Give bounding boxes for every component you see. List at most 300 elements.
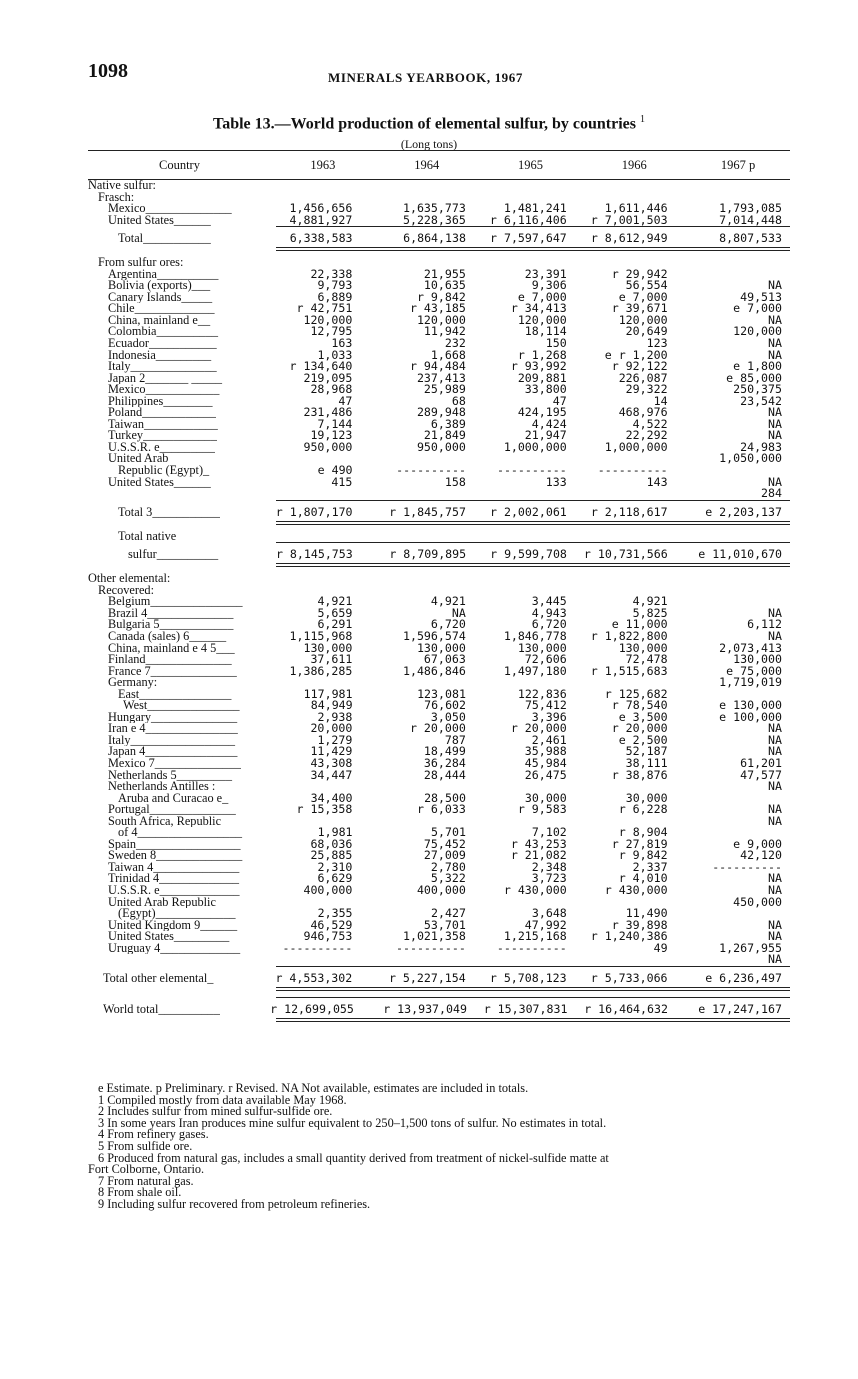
table-row xyxy=(88,663,790,678)
table-body xyxy=(88,180,790,1028)
cell-1964: 1,596,574 xyxy=(402,628,466,643)
cell-1964: r 1,845,757 xyxy=(389,504,466,519)
row-label: World total__________ xyxy=(103,1001,220,1016)
cell-1964: r 6,033 xyxy=(416,802,466,817)
row-label: Taiwan____________ xyxy=(108,418,218,431)
cell-1967-p: 24,983 xyxy=(740,439,782,454)
cell-1963 xyxy=(271,488,353,500)
cell-1966: r 1,822,800 xyxy=(590,628,668,643)
cell-1966: r 27,819 xyxy=(611,836,668,851)
cell-1964: r 5,227,154 xyxy=(388,970,466,985)
cell-1964: 123,081 xyxy=(417,686,466,701)
cell-1964 xyxy=(354,531,467,543)
cell-1964: 950,000 xyxy=(416,439,466,454)
column-header-1963: 1963 xyxy=(310,157,336,172)
cell-1965 xyxy=(467,488,568,500)
row-label: sulfur__________ xyxy=(128,547,219,562)
row-label: United States______ xyxy=(108,476,211,489)
cell-1963: 6,338,583 xyxy=(289,231,353,246)
cell-1966: 52,187 xyxy=(625,744,668,759)
cell-1965: 150 xyxy=(545,336,567,351)
cell-1963: 400,000 xyxy=(303,882,353,897)
cell-1963: 2,310 xyxy=(317,859,353,874)
cell-1967-p: NA xyxy=(768,721,782,736)
cell-1967-p: 8,807,533 xyxy=(719,231,782,246)
cell-1964: 27,009 xyxy=(423,848,466,863)
cell-1967-p xyxy=(669,585,791,597)
cell-1967-p: 6,112 xyxy=(747,617,782,632)
cell-1965: 4,943 xyxy=(531,605,567,620)
cell-1963: 6,629 xyxy=(317,871,353,886)
cell-1964: 6,389 xyxy=(430,416,466,431)
cell-1964: 400,000 xyxy=(416,882,466,897)
table-row xyxy=(88,439,790,454)
row-label: Taiwan 4______________ xyxy=(108,861,240,874)
column-header-1964: 1964 xyxy=(414,157,440,172)
cell-1965: 75,412 xyxy=(524,698,567,713)
cell-1965 xyxy=(467,573,568,585)
footnote: Fort Colborne, Ontario. xyxy=(88,1162,205,1177)
cell-1966: 226,087 xyxy=(618,370,668,385)
row-label: Turkey____________ xyxy=(108,430,217,442)
cell-1965: 47,992 xyxy=(524,917,567,932)
cell-1966: 143 xyxy=(646,474,668,489)
row-label: Ecuador___________ xyxy=(108,338,217,350)
table-row xyxy=(88,723,790,735)
cell-1966: r 4,010 xyxy=(618,871,668,886)
cell-1966: r 20,000 xyxy=(611,721,668,736)
cell-1964: 158 xyxy=(444,474,466,489)
cell-1965 xyxy=(467,954,568,966)
cell-1965: 21,947 xyxy=(524,428,567,443)
cell-1966: r 2,118,617 xyxy=(590,504,668,519)
table-row xyxy=(88,596,790,608)
table-row xyxy=(88,474,790,489)
column-header-1967: 1967 p xyxy=(720,157,756,172)
cell-1963: r 8,145,753 xyxy=(275,547,353,562)
table-title-note: 1 xyxy=(640,114,645,125)
cell-1967-p: 2,073,413 xyxy=(719,640,782,655)
cell-1964: r 43,185 xyxy=(409,301,466,316)
row-label: Frasch: xyxy=(98,191,135,204)
cell-1966: r 430,000 xyxy=(604,882,668,897)
cell-1966: r 39,671 xyxy=(611,301,668,316)
cell-1967-p: NA xyxy=(768,336,782,351)
cell-1965: 3,445 xyxy=(531,594,567,609)
cell-1965: 18,114 xyxy=(524,324,567,339)
cell-1966 xyxy=(568,180,669,192)
cell-1966: 49 xyxy=(653,940,668,955)
cell-1966: 468,976 xyxy=(618,405,668,420)
cell-1965: 130,000 xyxy=(517,640,567,655)
row-label: Bulgaria 5____________ xyxy=(108,619,234,631)
row-label: Colombia__________ xyxy=(108,326,218,339)
cell-1965: 9,306 xyxy=(531,278,567,293)
cell-1963: 25,885 xyxy=(310,848,353,863)
total-row xyxy=(88,998,790,1018)
cell-1965: 45,984 xyxy=(524,755,567,770)
cell-1966: e 2,500 xyxy=(618,732,668,747)
cell-1964: r 9,842 xyxy=(416,289,466,304)
total-row xyxy=(88,227,790,247)
table-row xyxy=(88,573,790,585)
row-label: Republic (Egypt)_ xyxy=(118,465,210,477)
cell-1966: 130,000 xyxy=(618,640,668,655)
cell-1966: 30,000 xyxy=(625,790,668,805)
cell-1965: 1,000,000 xyxy=(503,439,567,454)
cell-1963: 37,611 xyxy=(310,652,353,667)
cell-1965: r 7,597,647 xyxy=(490,231,567,246)
cell-1966: r 29,942 xyxy=(611,266,668,281)
cell-1965: r 6,116,406 xyxy=(489,212,567,227)
row-label: From sulfur ores: xyxy=(98,257,184,269)
row-label: Total native xyxy=(118,530,177,543)
cell-1964: 36,284 xyxy=(423,755,466,770)
cell-1963: 6,889 xyxy=(317,289,353,304)
cell-1965: 122,836 xyxy=(517,686,567,701)
total-row xyxy=(88,501,790,521)
row-label: Italy______________ xyxy=(108,361,217,373)
cell-1966: 56,554 xyxy=(625,278,668,293)
row-label: Japan 2_______ _____ xyxy=(108,372,223,385)
cell-1965: 3,396 xyxy=(531,709,567,724)
cell-1967-p: NA xyxy=(768,779,782,794)
cell-1965: e 7,000 xyxy=(517,289,567,304)
cell-1965: r 9,599,708 xyxy=(490,547,567,562)
cell-1964: 232 xyxy=(444,336,466,351)
cell-1965: 30,000 xyxy=(524,790,567,805)
column-header-country: Country xyxy=(159,157,200,172)
cell-1965: 35,988 xyxy=(524,744,567,759)
table-title-text: Table 13.—World production of elemental sulfur, by countries xyxy=(213,115,636,133)
cell-1967-p: 1,793,085 xyxy=(719,201,782,216)
row-label: South Africa, Republic xyxy=(108,815,222,828)
row-label: United Arab xyxy=(108,453,169,466)
cell-1967-p: NA xyxy=(768,917,782,932)
row-label: Brazil 4______________ xyxy=(108,607,234,620)
row-label: East_______________ xyxy=(118,688,232,701)
row-label: Total 3___________ xyxy=(118,504,220,519)
footnote: 2 Includes sulfur from mined sulfur-sulfide ore. xyxy=(98,1104,333,1119)
cell-1965 xyxy=(467,531,568,543)
cell-1964: 5,228,365 xyxy=(402,212,466,227)
cell-1965: 23,391 xyxy=(524,266,567,281)
page-number: 1098 xyxy=(88,60,128,82)
cell-1964 xyxy=(353,180,467,192)
row-label: France 7______________ xyxy=(108,665,237,678)
cell-1967-p: NA xyxy=(768,882,782,897)
cell-1966: r 1,240,386 xyxy=(590,929,668,944)
cell-1967-p: NA xyxy=(768,278,782,293)
cell-1963: 84,949 xyxy=(310,698,353,713)
cell-1964: 11,942 xyxy=(423,324,466,339)
cell-1964: 1,486,846 xyxy=(402,663,466,678)
column-header-1965: 1965 xyxy=(517,157,543,172)
cell-1964: NA xyxy=(451,605,466,620)
cell-1967-p: NA xyxy=(768,416,782,431)
cell-1966: r 92,122 xyxy=(611,359,668,374)
row-label: West_______________ xyxy=(123,700,240,712)
cell-1967-p: 47,577 xyxy=(740,767,782,782)
cell-1965: r 2,002,061 xyxy=(490,504,567,519)
cell-1963: 46,529 xyxy=(310,917,353,932)
cell-1964: r 13,937,049 xyxy=(383,1001,467,1016)
cell-1964: 21,849 xyxy=(423,428,466,443)
cell-1966: 120,000 xyxy=(618,312,668,327)
cell-1965: 120,000 xyxy=(517,312,567,327)
cell-1964: r 8,709,895 xyxy=(389,547,467,562)
cell-1964 xyxy=(353,488,466,500)
cell-1964: 28,444 xyxy=(423,767,466,782)
cell-1963: 12,795 xyxy=(310,324,353,339)
cell-1965: 133 xyxy=(545,474,567,489)
row-label: Finland______________ xyxy=(108,654,232,666)
cell-1963: 20,000 xyxy=(310,721,353,736)
cell-1967-p: NA xyxy=(768,952,782,967)
cell-1963: 120,000 xyxy=(303,312,353,327)
table-row xyxy=(88,940,790,955)
cell-1967-p: e 1,800 xyxy=(733,359,782,374)
cell-1965: 3,648 xyxy=(531,906,567,921)
table-row xyxy=(88,212,790,227)
cell-1963: 6,291 xyxy=(317,617,353,632)
cell-1964: 5,322 xyxy=(430,871,466,886)
cell-1963: 68,036 xyxy=(310,836,353,851)
cell-1965: 1,481,241 xyxy=(503,201,567,216)
row-label: U.S.S.R. e_________ xyxy=(108,441,215,454)
cell-1967-p xyxy=(669,257,791,269)
total-row xyxy=(88,967,790,987)
footnote: 5 From sulfide ore. xyxy=(98,1138,193,1153)
cell-1964: 4,921 xyxy=(430,594,466,609)
table-row xyxy=(88,465,790,477)
cell-1967-p: 1,267,955 xyxy=(719,940,782,955)
cell-1965: 6,720 xyxy=(531,617,567,632)
cell-1965: 47 xyxy=(552,393,567,408)
cell-1964: 25,989 xyxy=(423,382,466,397)
cell-1963: 22,338 xyxy=(310,266,353,281)
cell-1967-p xyxy=(668,573,790,585)
row-label: Mexico 7______________ xyxy=(108,757,241,770)
cell-1963: 1,033 xyxy=(317,347,353,362)
cell-1963: r 1,807,170 xyxy=(275,504,353,519)
row-label: Native sulfur: xyxy=(88,180,156,192)
cell-1965 xyxy=(467,180,568,192)
cell-1966: r 8,612,949 xyxy=(590,231,668,246)
cell-1967-p: 42,120 xyxy=(740,848,782,863)
cell-1966: e 3,500 xyxy=(618,709,668,724)
cell-1965: r 9,583 xyxy=(517,802,567,817)
cell-1966: e 11,000 xyxy=(611,617,668,632)
cell-1963: 130,000 xyxy=(303,640,353,655)
cell-1966: e r 1,200 xyxy=(604,347,668,362)
row-label: Philippines________ xyxy=(108,395,213,408)
cell-1967-p: e 100,000 xyxy=(719,709,782,724)
cell-1967-p: ---------- xyxy=(712,859,782,874)
row-label: Netherlands 5_________ xyxy=(108,769,232,782)
cell-1963: 28,968 xyxy=(310,382,353,397)
row-label: Chile_____________ xyxy=(108,303,215,315)
cell-1966: 4,522 xyxy=(632,416,668,431)
cell-1963: 1,386,285 xyxy=(289,663,353,678)
cell-1965: 2,461 xyxy=(531,732,567,747)
cell-1964: 1,635,773 xyxy=(402,201,466,216)
row-label: Argentina__________ xyxy=(108,268,219,281)
cell-1966: r 16,464,632 xyxy=(584,1001,668,1016)
cell-1964: 5,701 xyxy=(431,825,466,840)
table-row xyxy=(88,954,790,966)
footnote: 6 Produced from natural gas, includes a small quantity derived from treatment of nickel-sulfide matte at xyxy=(98,1150,609,1165)
row-label: Total___________ xyxy=(118,231,211,246)
total-row xyxy=(88,543,790,563)
cell-1967-p: e 6,236,497 xyxy=(705,970,782,985)
cell-1966: 1,000,000 xyxy=(604,439,668,454)
row-label: Sweden 8______________ xyxy=(108,850,243,862)
column-header-1966: 1966 xyxy=(621,157,647,172)
row-label: United Arab Republic xyxy=(108,896,216,909)
cell-1964: r 20,000 xyxy=(409,721,466,736)
cell-1967-p: e 11,010,670 xyxy=(698,547,783,562)
row-label xyxy=(88,954,271,966)
cell-1964: 120,000 xyxy=(416,312,466,327)
cell-1967-p: 7,014,448 xyxy=(719,212,782,227)
cell-1966 xyxy=(568,531,669,543)
row-label: Spain_________________ xyxy=(108,838,241,851)
cell-1966: r 9,842 xyxy=(618,848,668,863)
cell-1966: 5,825 xyxy=(632,605,668,620)
row-label: Indonesia_________ xyxy=(108,349,212,362)
cell-1967-p: 284 xyxy=(761,486,782,501)
row-label: Iran e 4_______________ xyxy=(108,723,238,735)
production-table xyxy=(88,150,790,1028)
cell-1966: 2,337 xyxy=(632,859,668,874)
cell-1963: 11,429 xyxy=(310,744,353,759)
cell-1967-p: e 130,000 xyxy=(719,698,782,713)
cell-1965: 26,475 xyxy=(524,767,567,782)
cell-1966: 123 xyxy=(646,336,668,351)
row-label: Mexico______________ xyxy=(108,203,232,215)
row-label: Netherlands Antilles : xyxy=(108,781,216,793)
cell-1964: 75,452 xyxy=(423,836,466,851)
cell-1967-p: e 9,000 xyxy=(733,836,782,851)
cell-1967-p xyxy=(668,180,790,192)
row-label xyxy=(88,488,271,500)
cell-1963: r 134,640 xyxy=(289,359,353,374)
cell-1965: 7,102 xyxy=(531,825,567,840)
cell-1967-p: NA xyxy=(768,744,782,759)
table-row xyxy=(88,488,790,500)
cell-1965: ---------- xyxy=(496,463,567,478)
cell-1964: 6,720 xyxy=(430,617,466,632)
cell-1966: 20,649 xyxy=(625,324,668,339)
cell-1966: r 39,898 xyxy=(611,917,668,932)
cell-1965: r 93,992 xyxy=(510,359,567,374)
cell-1963 xyxy=(271,531,353,543)
cell-1964: r 94,484 xyxy=(409,359,466,374)
cell-1966: 14 xyxy=(653,393,668,408)
footnote: 4 From refinery gases. xyxy=(98,1127,209,1142)
cell-1965: r 21,082 xyxy=(510,848,567,863)
cell-1967-p: 130,000 xyxy=(733,652,782,667)
cell-1963: r 4,553,302 xyxy=(275,970,353,985)
cell-1965: r 34,413 xyxy=(510,301,567,316)
cell-1966: r 1,515,683 xyxy=(590,663,668,678)
table-row xyxy=(88,326,790,338)
cell-1963 xyxy=(270,180,353,192)
table-row xyxy=(88,767,790,782)
cell-1966: r 7,001,503 xyxy=(590,212,668,227)
cell-1964: 2,780 xyxy=(430,859,466,874)
cell-1967-p: NA xyxy=(768,428,782,443)
cell-1967-p: NA xyxy=(768,802,782,817)
row-label: U.S.S.R. e_____________ xyxy=(108,884,240,897)
row-label: Belgium_______________ xyxy=(108,596,243,608)
cell-1964: 10,635 xyxy=(423,278,466,293)
cell-1965: 424,195 xyxy=(517,405,567,420)
table-row xyxy=(88,804,790,816)
cell-1964: 18,499 xyxy=(423,744,466,759)
cell-1967-p: e 2,203,137 xyxy=(705,504,782,519)
cell-1963: 231,486 xyxy=(303,405,353,420)
row-label: China, mainland e__ xyxy=(108,314,211,327)
cell-1967-p: e 17,247,167 xyxy=(698,1001,782,1016)
row-label: Hungary______________ xyxy=(108,711,238,724)
footnote: e Estimate. p Preliminary. r Revised. NA Not available, estimates are included in totals. xyxy=(98,1081,529,1095)
cell-1964 xyxy=(353,954,466,966)
cell-1965: 4,424 xyxy=(531,416,567,431)
cell-1967-p: e 85,000 xyxy=(726,370,782,385)
cell-1963 xyxy=(270,573,353,585)
cell-1966 xyxy=(568,573,669,585)
cell-1966 xyxy=(568,488,669,500)
row-label: Mexico____________ xyxy=(108,384,220,396)
cell-1967-p: 1,719,019 xyxy=(719,675,782,690)
table-row xyxy=(88,531,790,543)
cell-1963: 415 xyxy=(331,474,353,489)
cell-1963: 2,938 xyxy=(317,709,353,724)
cell-1963: 1,981 xyxy=(317,825,353,840)
cell-1967-p: NA xyxy=(768,605,782,620)
footnote: 3 In some years Iran produces mine sulfur equivalent to 250–1,500 tons of sulfur. No estimates in total. xyxy=(98,1115,607,1130)
cell-1966: 72,478 xyxy=(625,652,668,667)
cell-1965: r 430,000 xyxy=(503,882,567,897)
cell-1966: r 10,731,566 xyxy=(583,547,668,562)
cell-1967-p: NA xyxy=(768,628,782,643)
cell-1965: r 43,253 xyxy=(510,836,567,851)
cell-1966: r 6,228 xyxy=(618,802,668,817)
cell-1963: 950,000 xyxy=(303,439,353,454)
row-label: Italy_________________ xyxy=(108,734,236,747)
row-label: Trinidad 4_____________ xyxy=(108,873,240,885)
cell-1966: r 78,540 xyxy=(611,698,668,713)
cell-1964: 21,955 xyxy=(423,266,466,281)
cell-1963: r 15,358 xyxy=(296,802,353,817)
cell-1967-p: 450,000 xyxy=(733,894,782,909)
cell-1963: 1,279 xyxy=(317,732,353,747)
cell-1967-p: e 75,000 xyxy=(726,663,782,678)
cell-1967-p: 250,375 xyxy=(733,382,782,397)
cell-1967-p: e 7,000 xyxy=(733,301,782,316)
cell-1963: 4,881,927 xyxy=(289,212,353,227)
cell-1964: 1,668 xyxy=(430,347,466,362)
cell-1963: 9,793 xyxy=(317,278,353,293)
footnote: 8 From shale oil. xyxy=(98,1185,182,1200)
cell-1967-p: NA xyxy=(768,871,782,886)
row-label: Canada (sales) 6______ xyxy=(108,630,227,643)
table-row xyxy=(88,882,790,897)
cell-1964: 68 xyxy=(451,393,466,408)
cell-1965: r 5,708,123 xyxy=(489,970,567,985)
